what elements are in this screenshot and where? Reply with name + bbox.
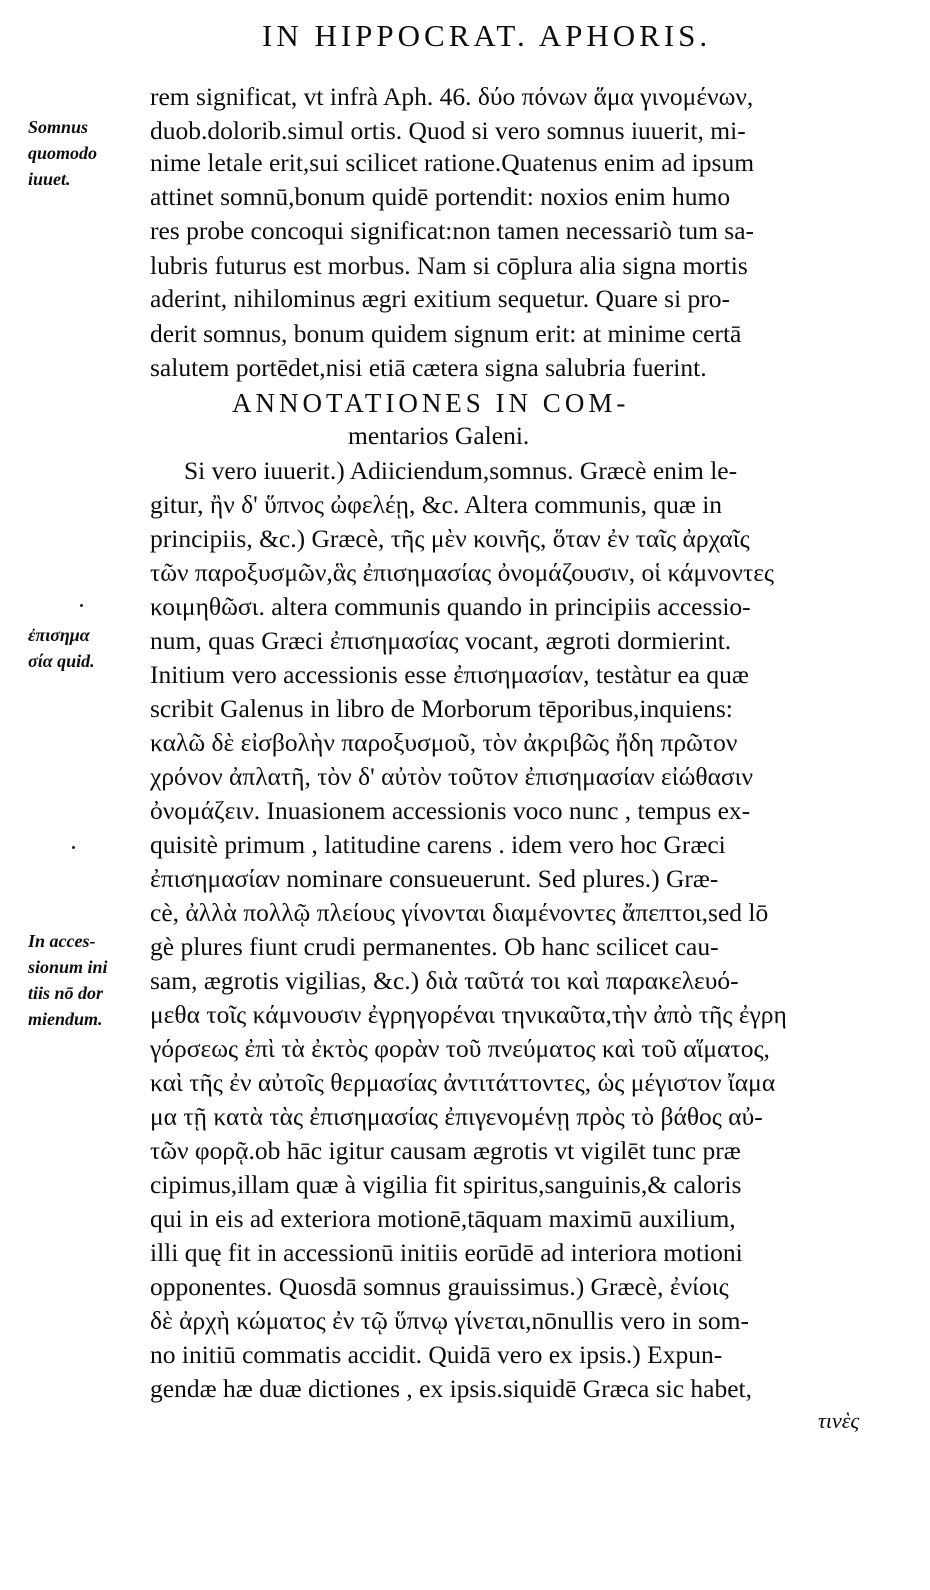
text-line: καὶ τῆς ἐν αὐτοῖς θερμασίας ἀντιτάττοντες, ὡς μέγιστον ἴαμα	[150, 1068, 776, 1097]
text-line: κοιμηθῶσι. altera communis quando in principiis accessio-	[150, 592, 751, 621]
text-line: καλῶ δὲ εἰσβολὴν παροξυσμοῦ, τὸν ἀκριβῶς ἤδη πρῶτον	[150, 728, 738, 757]
text-line: Si vero iuuerit.) Adiiciendum,somnus. Græcè enim le-	[184, 456, 738, 485]
text-line: nime letale erit,sui scilicet ratione.Quatenus enim ad ipsum	[150, 148, 755, 177]
text-line: χρόνον ἀπλατῆ, τὸν δ' αὐτὸν τοῦτον ἐπισημασίαν εἰώθασιν	[150, 762, 754, 791]
margin-note-somnus	[28, 114, 148, 192]
margin-note-line: In acces-	[28, 931, 96, 951]
text-line: Initium vero accessionis esse ἐπισημασίαν, testàtur ea quæ	[150, 660, 749, 689]
text-line: μεθα τοῖς κάμνουσιν ἐγρηγορέναι τηνικαῦτα,τὴν ἀπὸ τῆς ἐγρη	[150, 1000, 787, 1029]
margin-note-line: ἐπισημα	[28, 625, 90, 645]
text-line: δὲ ἀρχὴ κώματος ἐν τῷ ὕπνῳ γίνεται,nōnullis vero in som-	[150, 1306, 749, 1335]
text-line: aderint, nihilominus ægri exitium sequetur. Quare si pro-	[150, 284, 731, 313]
text-line: quisitè primum , latitudine carens . idem vero hoc Græci	[150, 830, 726, 859]
catchword: τινὲς	[818, 1408, 860, 1433]
text-line: gendæ hæ duæ dictiones , ex ipsis.siquidē Græca sic habet,	[150, 1374, 753, 1403]
text-line: lubris futurus est morbus. Nam si cōplura alia signa mortis	[150, 251, 748, 280]
margin-note-episemasia	[28, 622, 148, 674]
ink-speck	[80, 604, 83, 607]
text-line: duob.dolorib.simul ortis. Quod si vero somnus iuuerit, mi-	[150, 116, 746, 145]
margin-note-line: Somnus	[28, 117, 89, 137]
text-line: γόρσεως ἐπὶ τὰ ἐκτὸς φορὰν τοῦ πνεύματος καὶ τοῦ αἵματος,	[150, 1034, 770, 1063]
text-line: gitur, ἢν δ' ὕπνος ὠφελέῃ, &c. Altera communis, quæ in	[150, 490, 723, 519]
section-heading: ANNOTATIONES IN COM-	[232, 388, 630, 418]
text-line: μα τῇ κατὰ τὰς ἐπισημασίας ἐπιγενομένῃ πρὸς τὸ βάθος αὐ-	[150, 1102, 763, 1131]
margin-note-line: sionum ini	[28, 957, 108, 977]
text-line: principiis, &c.) Græcè, τῆς μὲν κοινῆς, ὅταν ἐν ταῖς ἀρχαῖς	[150, 524, 750, 553]
text-line: num, quas Græci ἐπισημασίας vocant, ægroti dormierint.	[150, 626, 732, 655]
text-line: τῶν παροξυσμῶν,ἃς ἐπισημασίας ὀνομάζουσιν, οἱ κάμνοντες	[150, 558, 775, 587]
text-line: rem significat, vt infrà Aph. 46. δύο πόνων ἅμα γινομένων,	[150, 82, 754, 111]
text-line: ἐπισημασίαν nominare consueuerunt. Sed plures.) Græ-	[150, 864, 719, 893]
running-head: IN HIPPOCRAT. APHORIS.	[262, 18, 712, 53]
text-line: ὀνομάζειν. Inuasionem accessionis voco nunc , tempus ex-	[150, 796, 751, 825]
section-subheading: mentarios Galeni.	[348, 421, 530, 450]
text-line: no initiū commatis accidit. Quidā vero ex ipsis.) Expun-	[150, 1340, 723, 1369]
text-line: cipimus,illam quæ à vigilia fit spiritus,sanguinis,& caloris	[150, 1170, 742, 1199]
margin-note-line: tiis nō dor	[28, 983, 104, 1003]
text-line: qui in eis ad exteriora motionē,tāquam maximū auxilium,	[150, 1204, 736, 1233]
text-line: sam, ægrotis vigilias, &c.) διὰ ταῦτά τοι καὶ παρακελευό-	[150, 966, 739, 995]
text-line: derit somnus, bonum quidem signum erit: at minime certā	[150, 319, 742, 348]
ink-speck	[72, 846, 75, 849]
text-line: salutem portēdet,nisi etiā cætera signa salubria fuerint.	[150, 353, 707, 382]
margin-note-line: miendum.	[28, 1009, 103, 1029]
text-line: cè, ἀλλὰ πολλῷ πλείους γίνονται διαμένοντες ἄπεπτοι,sed lō	[150, 898, 769, 927]
margin-note-line: σία quid.	[28, 651, 95, 671]
text-line: τῶν φορᾷ.ob hāc igitur causam ægrotis vt vigilēt tunc præ	[150, 1136, 741, 1165]
margin-note-in-accessionum	[28, 928, 148, 1032]
text-line: scribit Galenus in libro de Morborum tēporibus,inquiens:	[150, 694, 733, 723]
text-line: illi quę fit in accessionū initiis eorūdē ad interiora motioni	[150, 1238, 743, 1267]
text-line: opponentes. Quosdā somnus grauissimus.) Græcè, ἐνίοις	[150, 1272, 729, 1301]
margin-note-line: iuuet.	[28, 169, 71, 189]
text-line: attinet somnū,bonum quidē portendit: noxios enim humo	[150, 182, 731, 211]
text-line: gè plures fiunt crudi permanentes. Ob hanc scilicet cau-	[150, 932, 719, 961]
text-line: res probe concoqui significat:non tamen necessariò tum sa-	[150, 216, 755, 245]
margin-note-line: quomodo	[28, 143, 98, 163]
